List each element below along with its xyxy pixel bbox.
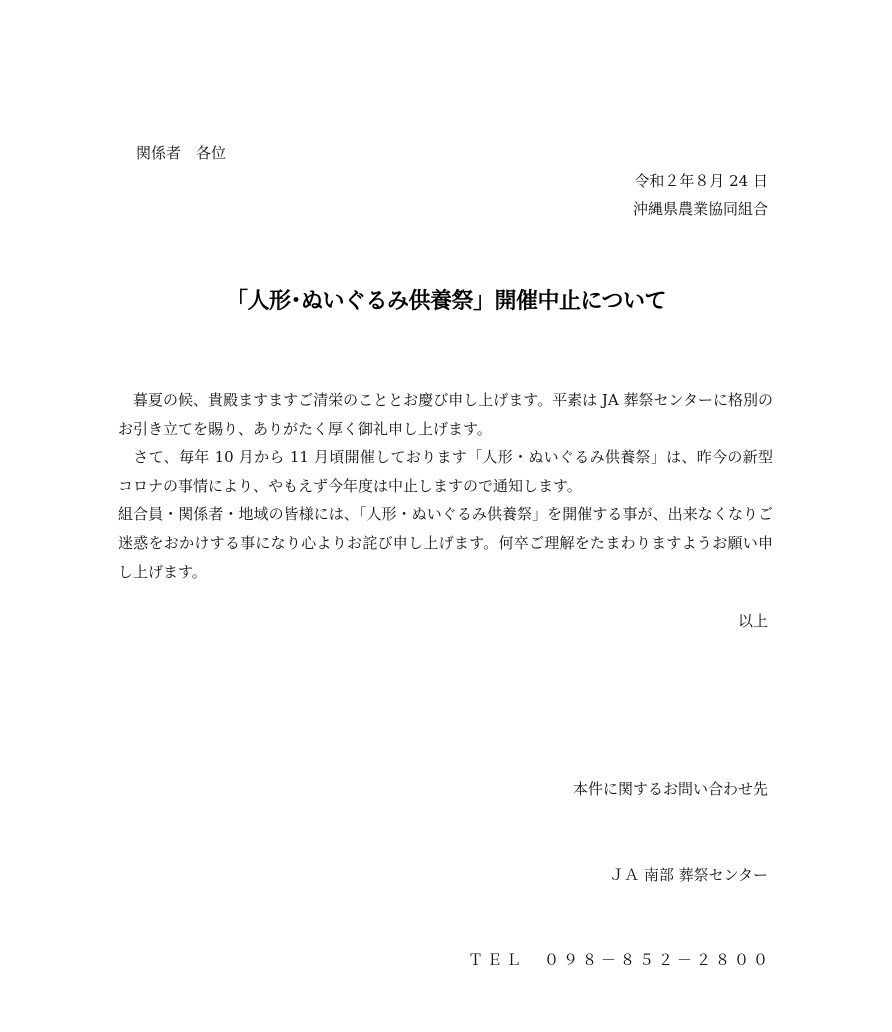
closing-mark: 以上: [737, 612, 768, 630]
contact-center: ＪＡ 南部 葬祭センター: [609, 865, 768, 884]
issue-date: 令和２年８月 24 日: [634, 172, 768, 190]
body-paragraph: 組合員・関係者・地域の皆様には、「人形・ぬいぐるみ供養祭」を開催する事が、出来なくなりご迷惑をおかけする事になり心よりお詫び申し上げます。何卒ご理解をたまわりますようお願い申し上げます。: [118, 505, 773, 581]
body-paragraph: さて、毎年 10 月から 11 月頃開催しております「人形・ぬいぐるみ供養祭」は、昨今の新型コロナの事情により、やもえず今年度は中止しますので通知します。: [118, 448, 773, 495]
issuing-organization: 沖縄県農業協同組合: [632, 200, 768, 218]
document-title: 「人形･ぬいぐるみ供養祭」開催中止について: [225, 289, 667, 314]
document-body: [118, 386, 773, 586]
contact-block: [467, 718, 772, 1032]
body-paragraph: 暮夏の候、貴殿ますますご清栄のこととお慶び申し上げます。平素は JA 葬祭センターに格別のお引き立てを賜り、ありがたく厚く御礼申し上げます。: [118, 391, 773, 438]
contact-phone: ＴＥＬ ０９８－８５２－２８００: [467, 951, 772, 969]
addressee: 関係者 各位: [136, 144, 227, 162]
contact-heading: 本件に関するお問い合わせ先: [572, 780, 768, 798]
